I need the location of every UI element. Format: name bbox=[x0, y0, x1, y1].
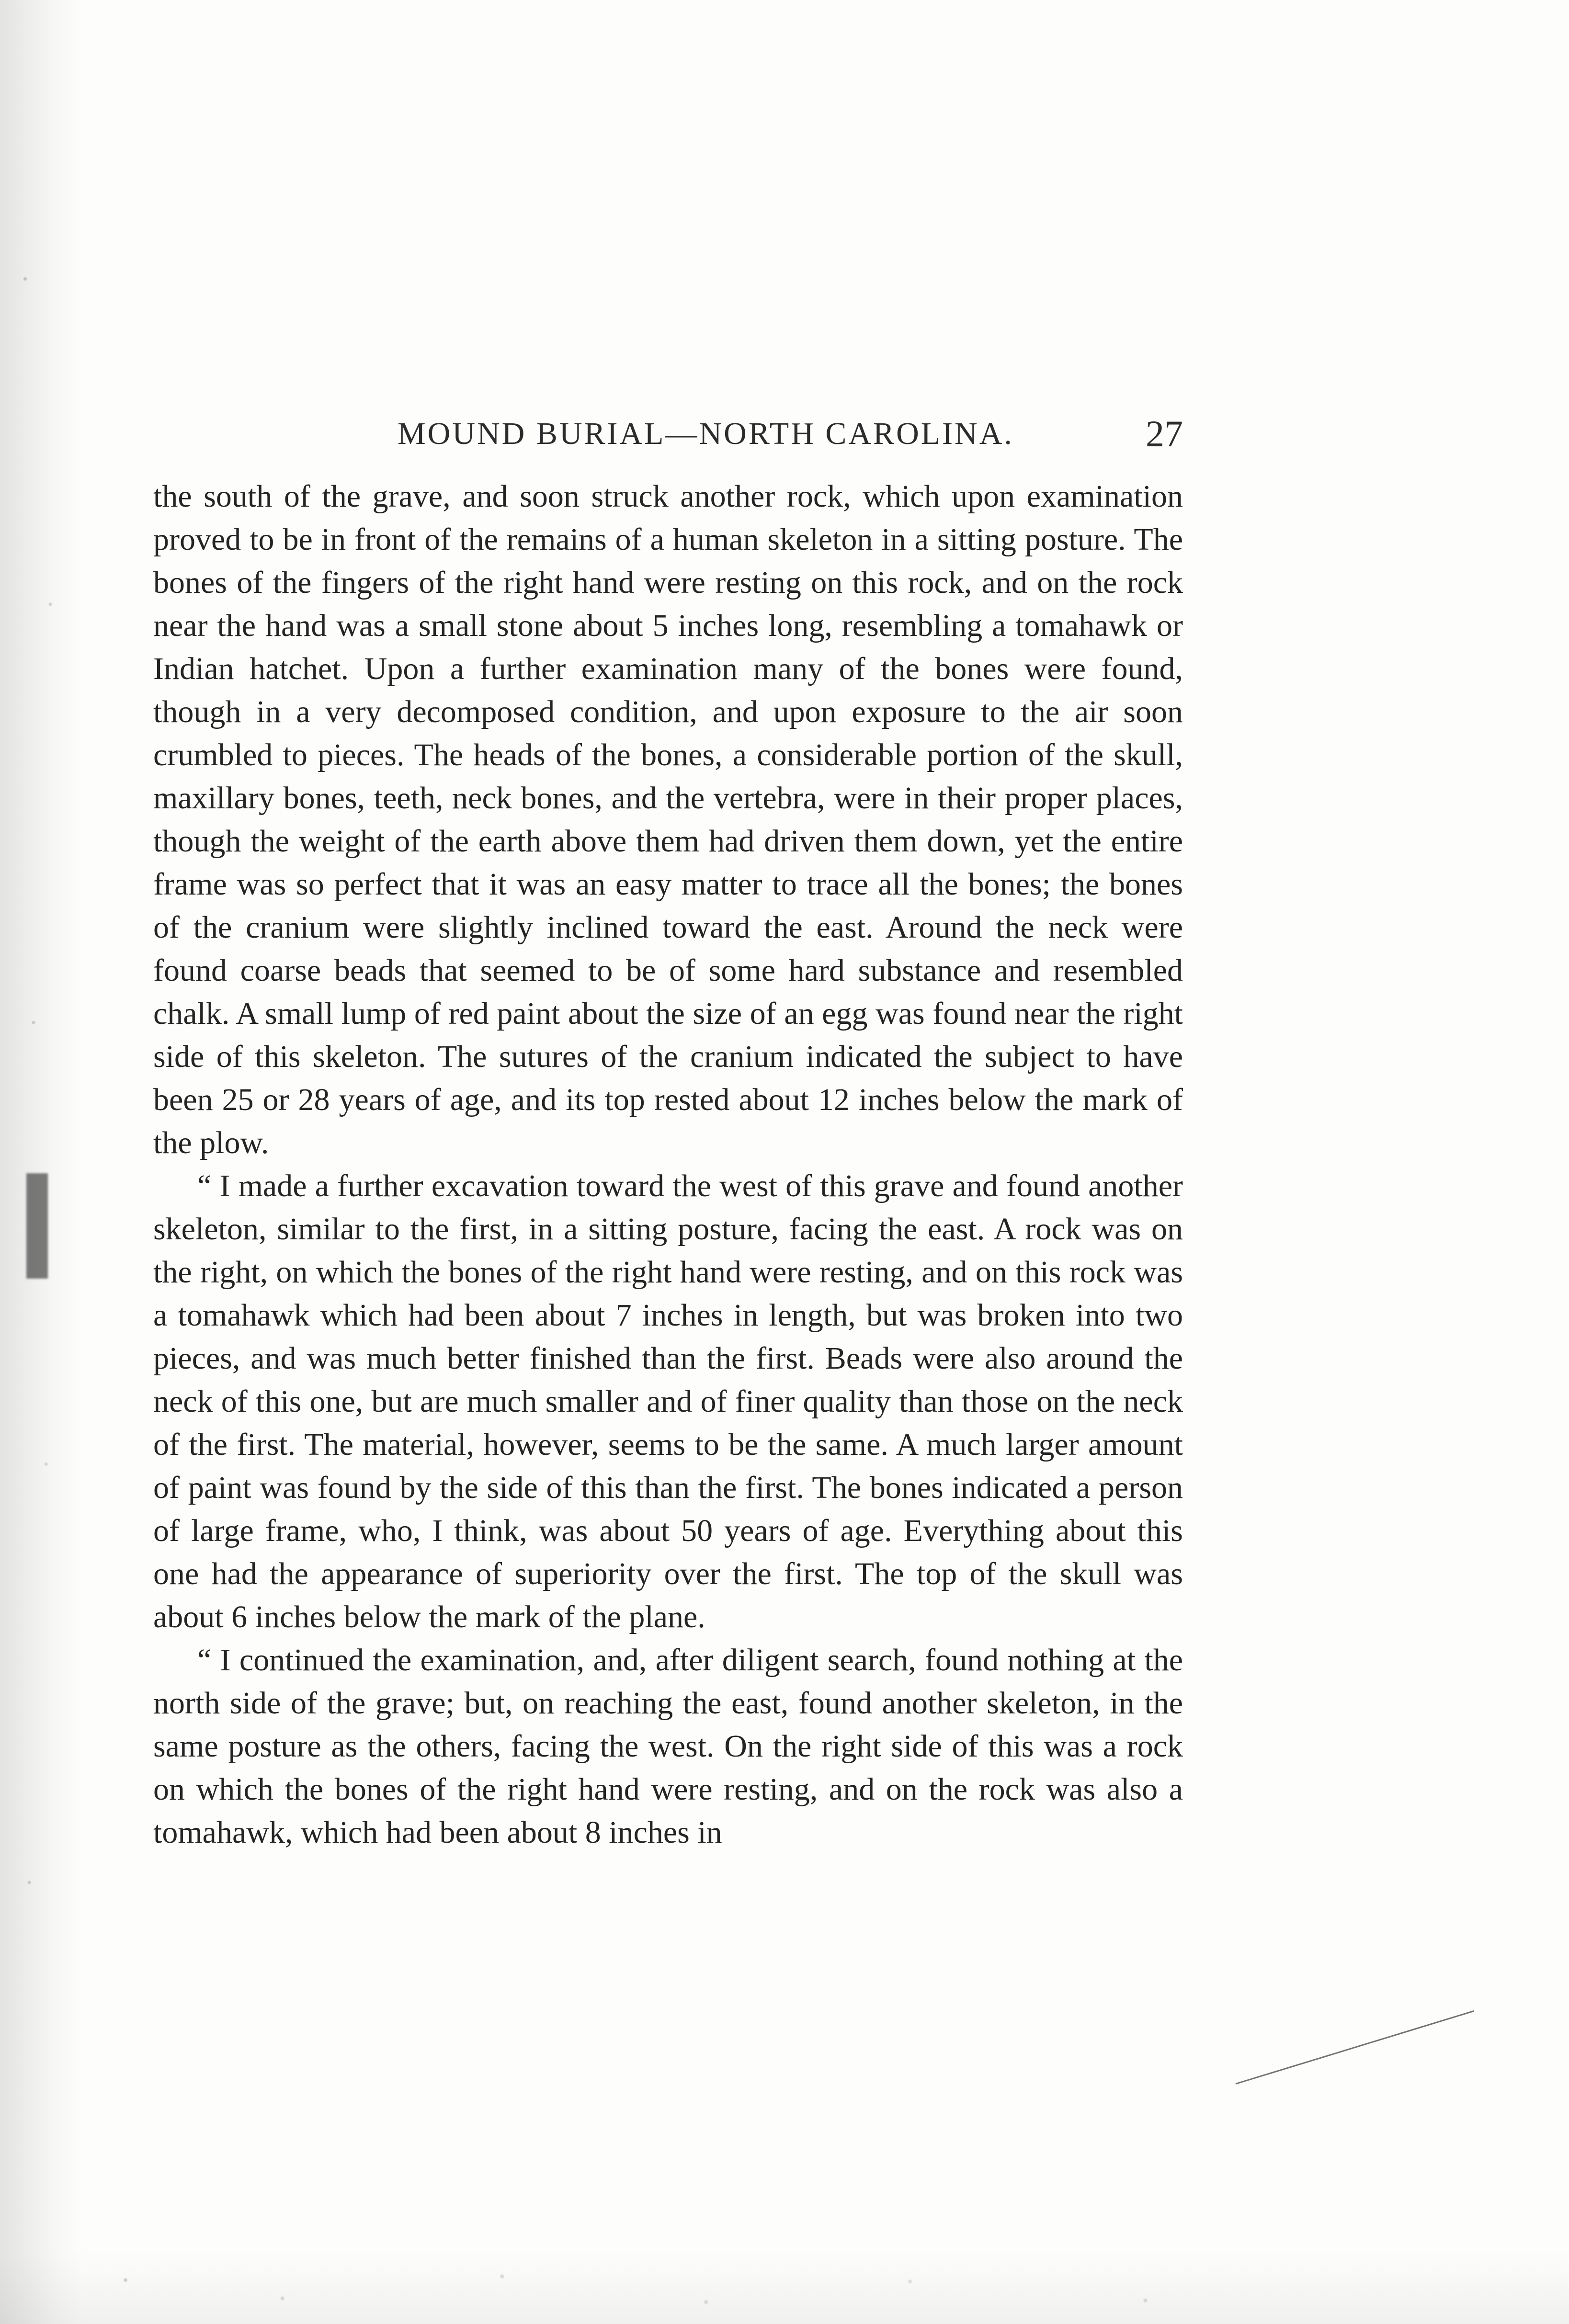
paragraph-1: the south of the grave, and soon struck another rock, which upon examination proved to be in front of the remains of a human skeleton in a sitting posture. The bones of the fingers of the right hand were resting on this rock, and on the rock near the hand was a small stone about 5 inches long, resembling a tomahawk or Indian hatchet. Upon a further examination many of the bones were found, though in a very decomposed condition, and upon exposure to the air soon crumbled to pieces. The heads of the bones, a considerable portion of the skull, maxillary bones, teeth, neck bones, and the vertebra, were in their proper places, though the weight of the earth above them had driven them down, yet the entire frame was so perfect that it was an easy matter to trace all the bones; the bones of the cranium were slightly inclined toward the east. Around the neck were found coarse beads that seemed to be of some hard substance and resembled chalk. A small lump of red paint about the size of an egg was found near the right side of this skeleton. The sutures of the cranium indicated the subject to have been 25 or 28 years of age, and its top rested about 12 inches below the mark of the plow. bbox=[153, 479, 1183, 1160]
running-title: MOUND BURIAL—NORTH CAROLINA. bbox=[398, 416, 1014, 451]
body-text bbox=[153, 475, 1183, 1854]
page-header bbox=[153, 413, 1183, 456]
page-number: 27 bbox=[1146, 413, 1183, 454]
bottom-right-scan-line bbox=[1236, 2010, 1474, 2085]
bottom-scan-noise bbox=[0, 2251, 1569, 2324]
paragraph-3: “ I continued the examination, and, after diligent search, found nothing at the north side of the grave; but, on reaching the east, found another skeleton, in the same posture as the others, facing the west. On the right side of this was a rock on which the bones of the right hand were resting, and on the rock was also a tomahawk, which had been about 8 inches in bbox=[153, 1643, 1183, 1850]
paragraph-2: “ I made a further excavation toward the west of this grave and found another skeleton, similar to the first, in a sitting posture, facing the east. A rock was on the right, on which the bones of the right hand were resting, and on this rock was a tomahawk which had been about 7 inches in length, but was broken into two pieces, and was much better finished than the first. Beads were also around the neck of this one, but are much smaller and of finer quality than those on the neck of the first. The material, however, seems to be the same. A much larger amount of paint was found by the side of this than the first. The bones indicated a person of large frame, who, I think, was about 50 years of age. Everything about this one had the appearance of superiority over the first. The top of the skull was about 6 inches below the mark of the plane. bbox=[153, 1168, 1183, 1634]
left-margin-stain bbox=[26, 1173, 48, 1279]
left-scan-speckles bbox=[0, 0, 84, 2324]
